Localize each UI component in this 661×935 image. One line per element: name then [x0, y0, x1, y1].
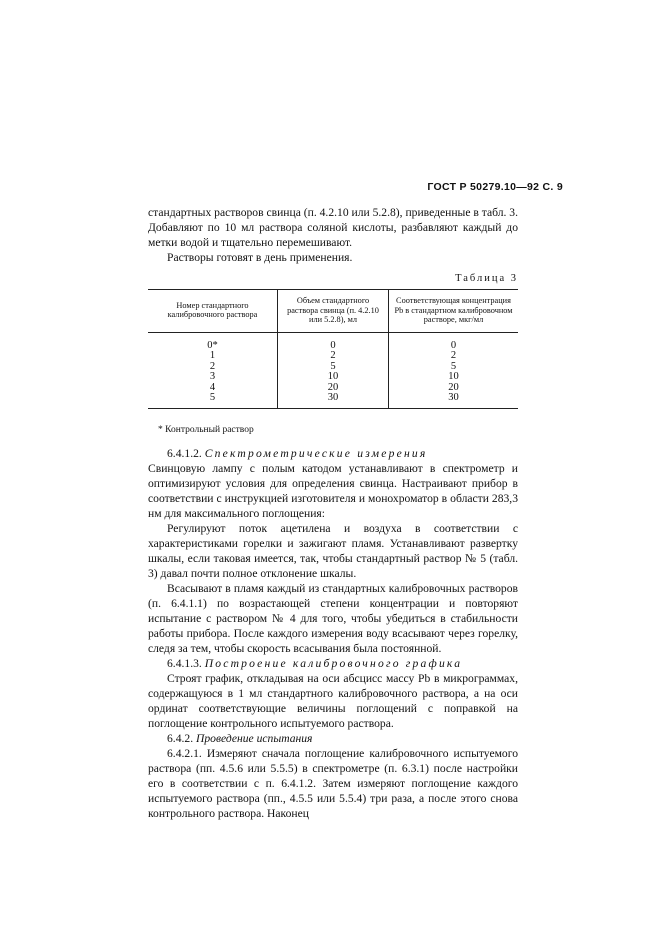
document-body [148, 205, 518, 821]
table-cell: 5 [148, 393, 278, 408]
section-title: Построение калибровочного графика [204, 656, 463, 670]
paragraph: Строят график, откладывая на оси абсцисс массу Pb в микрограммах, содержащуюся в 1 мл стандартного калибровочного раствора, а на оси ординат соответствующие величины поглощений с поправкой на поглощение контрольного испытуемого раствора. [148, 671, 518, 730]
table-row [148, 372, 518, 383]
table-header: Номер стандартного калибровочного раствора [148, 290, 278, 333]
table-row [148, 393, 518, 408]
table-row [148, 351, 518, 362]
table-header: Соответствующая концентрация Pb в стандартном калибровочном растворе, мкг/мл [389, 290, 519, 333]
paragraph: Регулируют поток ацетилена и воздуха в соответствии с характеристиками горелки и зажигают пламя. Устанавливают развертку шкалы, если таковая имеется, так, чтобы стандартный раствор № 5 (табл. 3) давал почти полное отклонение шкалы. [148, 521, 518, 580]
calibration-table [148, 289, 518, 409]
table-cell: 0 [389, 332, 519, 351]
section-number: 6.4.1.3. [167, 656, 202, 670]
table-cell: 10 [278, 372, 389, 383]
table-row [148, 332, 518, 351]
section-title: Проведение испытания [196, 731, 313, 745]
table-footnote: * Контрольный раствор [158, 424, 254, 435]
section-title: Спектрометрические измерения [204, 446, 428, 460]
table-cell: 30 [278, 393, 389, 408]
table-header: Объем стандартного раствора свинца (п. 4.2.10 или 5.2.8), мл [278, 290, 389, 333]
table-cell: 30 [389, 393, 519, 408]
paragraph: 6.4.2.1. Измеряют сначала поглощение калибровочного испытуемого раствора (пп. 4.5.6 или 5.5.5) в спектрометре (п. 6.3.1) после настройки его в соответствии с п. 6.4.1.2. Затем измеряют поглощение каждого испытуемого раствора (пп., 4.5.5 или 5.5.4) три раза, а после этого снова контрольного раствора. Наконец [148, 746, 518, 820]
table-cell: 2 [278, 351, 389, 362]
paragraph: Всасывают в пламя каждый из стандартных калибровочных растворов (п. 6.4.1.1) по возрастающей степени концентрации и повторяют испытание с раствором № 4 для того, чтобы убедиться в стабильности работы прибора. После каждого измерения воду всасывают через горелку, следя за тем, чтобы скорость всасывания была постоянной. [148, 581, 518, 655]
table-caption: Таблица 3 [455, 273, 518, 284]
paragraph: стандартных растворов свинца (п. 4.2.10 или 5.2.8), приведенные в табл. 3. Добавляют по 10 мл раствора соляной кислоты, разбавляют каждый до метки водой и тщательно перемешивают. [148, 206, 518, 249]
section-heading [148, 731, 518, 746]
section-number: 6.4.1.2. [167, 446, 202, 460]
section-heading [148, 656, 518, 671]
table-cell: 2 [209, 360, 216, 372]
table-cell: 20 [278, 383, 389, 394]
table-cell: 0* [207, 339, 218, 351]
page-header: ГОСТ Р 50279.10—92 С. 9 [427, 181, 563, 193]
table-cell: 5 [278, 362, 389, 373]
table-cell: 20 [389, 383, 519, 394]
section-heading [148, 446, 518, 461]
table-cell: 10 [389, 372, 519, 383]
table-cell: 4 [209, 381, 216, 393]
table-cell: 5 [389, 362, 519, 373]
paragraph: Свинцовую лампу с полым катодом устанавливают в спектрометр и оптимизируют условия для определения свинца. Настраивают прибор в соответствии с инструкцией изготовителя и монохроматор в области 283,3 нм для максимального поглощения: [148, 461, 518, 520]
section-number: 6.4.2. [167, 731, 194, 745]
table-cell: 2 [389, 351, 519, 362]
table-cell: 1 [209, 350, 216, 361]
table-cell: 0 [278, 332, 389, 351]
paragraph: Растворы готовят в день применения. [167, 251, 353, 264]
table-cell: 3 [209, 371, 216, 382]
